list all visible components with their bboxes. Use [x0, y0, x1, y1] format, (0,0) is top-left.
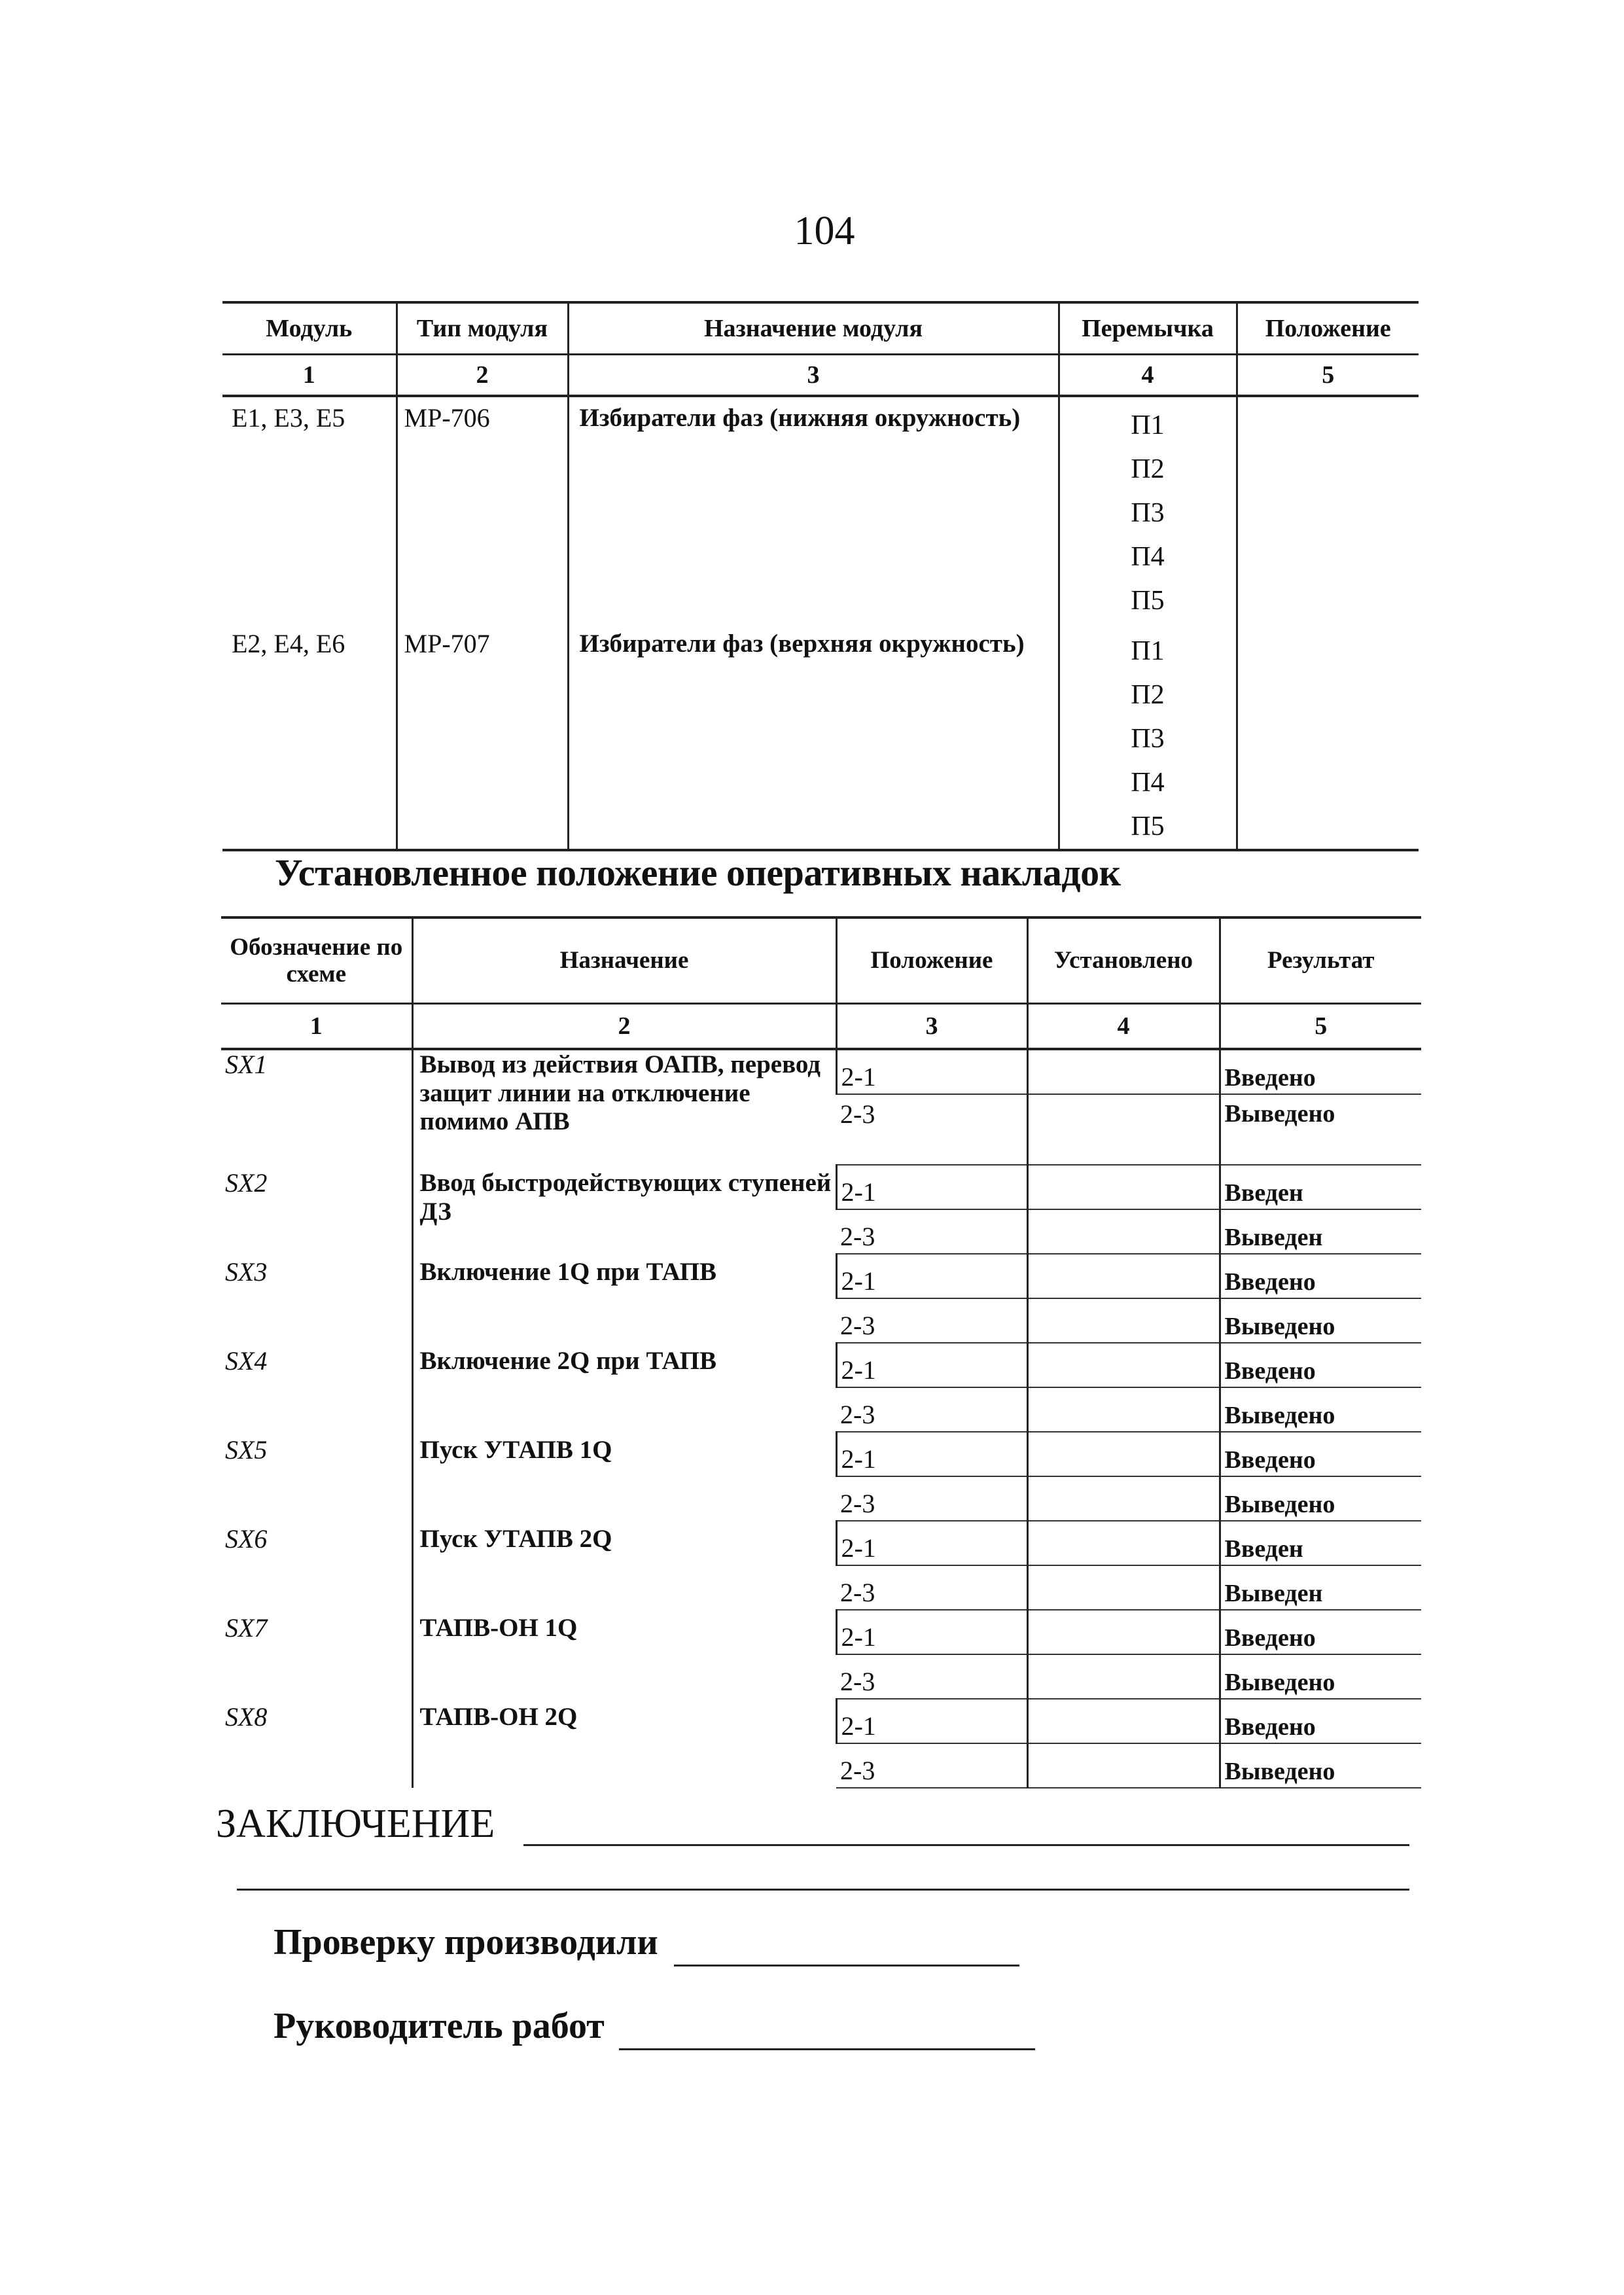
- module-cell: Е1, Е3, Е5: [232, 403, 345, 433]
- position-cell: 2-3: [836, 1387, 1027, 1432]
- module-type-cell: МР-707: [397, 623, 568, 850]
- installed-cell: [1027, 1387, 1220, 1432]
- header-jumper: Перемычка: [1059, 302, 1237, 355]
- header-module: Модуль: [222, 302, 397, 355]
- result-cell: Выведен: [1220, 1565, 1421, 1610]
- installed-cell: [1027, 1432, 1220, 1476]
- jumper-item: П1: [1131, 410, 1165, 440]
- jumper-item: П4: [1131, 768, 1165, 798]
- position-cell: 2-1: [836, 1165, 1027, 1209]
- module-purpose-cell: Избиратели фаз (верхняя окружность): [568, 623, 1059, 850]
- column-number: 5: [1220, 1004, 1421, 1050]
- result-cell: Введено: [1220, 1699, 1421, 1743]
- supervisor-signature-line[interactable]: [619, 2048, 1035, 2050]
- result-cell: Выведено: [1220, 1654, 1421, 1699]
- table-row: [221, 1049, 1421, 1094]
- module-purpose-cell: Избиратели фаз (нижняя окружность): [568, 396, 1059, 623]
- column-number: 1: [222, 355, 397, 397]
- page-number: 104: [794, 209, 855, 253]
- section-title: Установленное положение оперативных накладок: [275, 851, 1121, 894]
- installed-cell: [1027, 1521, 1220, 1565]
- table-row: [221, 1610, 1421, 1654]
- installed-cell: [1027, 1254, 1220, 1298]
- table-row: [221, 1432, 1421, 1476]
- position-cell: 2-1: [836, 1521, 1027, 1565]
- table-row: [221, 1343, 1421, 1387]
- checked-by-signature-line[interactable]: [674, 1965, 1019, 1966]
- purpose-cell: Вывод из действия ОАПВ, перевод защит линии на отключение помимо АПВ: [412, 1049, 836, 1165]
- installed-cell: [1027, 1094, 1220, 1165]
- jumper-item: П2: [1131, 680, 1165, 710]
- position-cell: 2-1: [836, 1432, 1027, 1476]
- position-cell: 2-1: [836, 1343, 1027, 1387]
- installed-cell: [1027, 1654, 1220, 1699]
- column-number: 4: [1027, 1004, 1220, 1050]
- result-cell: Введено: [1220, 1254, 1421, 1298]
- table-row: [221, 1165, 1421, 1209]
- installed-cell: [1027, 1476, 1220, 1521]
- installed-cell: [1027, 1209, 1220, 1254]
- module-table-column-numbers: [222, 355, 1419, 397]
- purpose-cell: ТАПВ-ОН 1Q: [412, 1610, 836, 1699]
- module-group-row: [222, 396, 1419, 623]
- installed-cell: [1027, 1165, 1220, 1209]
- result-cell: Выведено: [1220, 1298, 1421, 1343]
- position-cell: 2-3: [836, 1476, 1027, 1521]
- header-designation: Обозначение по схеме: [221, 917, 412, 1004]
- purpose-cell: Пуск УТАПВ 2Q: [412, 1521, 836, 1610]
- designation-cell: SX4: [225, 1346, 268, 1376]
- column-number: 2: [397, 355, 568, 397]
- column-number: 3: [836, 1004, 1027, 1050]
- jumper-cell: [1059, 396, 1237, 623]
- installed-cell: [1027, 1565, 1220, 1610]
- purpose-cell: Включение 1Q при ТАПВ: [412, 1254, 836, 1343]
- position-cell: 2-3: [836, 1654, 1027, 1699]
- purpose-cell: Включение 2Q при ТАПВ: [412, 1343, 836, 1432]
- jumper-item: П5: [1131, 811, 1165, 842]
- header-installed: Установлено: [1027, 917, 1220, 1004]
- header-position: Положение: [1237, 302, 1419, 355]
- result-cell: Введено: [1220, 1432, 1421, 1476]
- jumper-item: П4: [1131, 542, 1165, 572]
- column-number: 5: [1237, 355, 1419, 397]
- jumper-item: П3: [1131, 498, 1165, 528]
- result-cell: Введено: [1220, 1049, 1421, 1094]
- result-cell: Введен: [1220, 1521, 1421, 1565]
- installed-cell: [1027, 1343, 1220, 1387]
- header-module-type: Тип модуля: [397, 302, 568, 355]
- result-cell: Выведен: [1220, 1209, 1421, 1254]
- module-cell: Е2, Е4, Е6: [222, 623, 397, 850]
- position-cell: 2-1: [836, 1610, 1027, 1654]
- table-row: [221, 1521, 1421, 1565]
- result-cell: Введен: [1220, 1165, 1421, 1209]
- table-row: [221, 1699, 1421, 1743]
- jumper-item: П5: [1131, 586, 1165, 616]
- position-cell: 2-3: [836, 1094, 1027, 1165]
- switch-table-header: [221, 917, 1421, 1004]
- conclusion-label: ЗАКЛЮЧЕНИЕ: [216, 1802, 495, 1846]
- position-cell: 2-3: [836, 1209, 1027, 1254]
- jumper-item: П1: [1131, 636, 1165, 666]
- installed-cell: [1027, 1743, 1220, 1788]
- header-position: Положение: [836, 917, 1027, 1004]
- position-cell: 2-3: [836, 1565, 1027, 1610]
- column-number: 4: [1059, 355, 1237, 397]
- designation-cell: SX2: [225, 1168, 268, 1198]
- installed-cell: [1027, 1610, 1220, 1654]
- conclusion-input-line-2[interactable]: [237, 1889, 1409, 1891]
- column-number: 1: [221, 1004, 412, 1050]
- conclusion-input-line[interactable]: [523, 1844, 1409, 1846]
- jumper-item: П2: [1131, 454, 1165, 484]
- header-purpose: Назначение: [412, 917, 836, 1004]
- table-row: [221, 1254, 1421, 1298]
- result-cell: Введено: [1220, 1610, 1421, 1654]
- header-module-purpose: Назначение модуля: [568, 302, 1059, 355]
- designation-cell: SX8: [225, 1702, 268, 1732]
- module-table-header: [222, 302, 1419, 355]
- header-result: Результат: [1220, 917, 1421, 1004]
- switch-position-table: [221, 916, 1421, 1788]
- position-cell: 2-3: [836, 1298, 1027, 1343]
- designation-cell: SX5: [225, 1435, 268, 1465]
- position-cell: [1237, 623, 1419, 850]
- jumper-item: П3: [1131, 724, 1165, 754]
- result-cell: Выведено: [1220, 1387, 1421, 1432]
- installed-cell: [1027, 1699, 1220, 1743]
- module-table: [222, 301, 1419, 851]
- checked-by-label: Проверку производили: [274, 1922, 658, 1963]
- jumper-cell: [1059, 623, 1237, 850]
- column-number: 3: [568, 355, 1059, 397]
- purpose-cell: ТАПВ-ОН 2Q: [412, 1699, 836, 1788]
- designation-cell: SX6: [225, 1524, 268, 1554]
- position-cell: 2-1: [836, 1049, 1027, 1094]
- result-cell: Выведено: [1220, 1743, 1421, 1788]
- position-cell: 2-1: [836, 1254, 1027, 1298]
- designation-cell: SX1: [225, 1050, 268, 1079]
- position-cell: 2-3: [836, 1743, 1027, 1788]
- column-number: 2: [412, 1004, 836, 1050]
- purpose-cell: Пуск УТАПВ 1Q: [412, 1432, 836, 1521]
- result-cell: Выведено: [1220, 1476, 1421, 1521]
- switch-table-column-numbers: [221, 1004, 1421, 1050]
- module-type-cell: МР-706: [397, 396, 568, 623]
- position-cell: [1237, 396, 1419, 623]
- installed-cell: [1027, 1298, 1220, 1343]
- purpose-cell: Ввод быстродействующих ступеней ДЗ: [412, 1165, 836, 1254]
- designation-cell: SX7: [225, 1613, 268, 1643]
- result-cell: Выведено: [1220, 1094, 1421, 1165]
- designation-cell: SX3: [225, 1257, 268, 1287]
- position-cell: 2-1: [836, 1699, 1027, 1743]
- installed-cell: [1027, 1049, 1220, 1094]
- supervisor-label: Руководитель работ: [274, 2006, 605, 2046]
- result-cell: Введено: [1220, 1343, 1421, 1387]
- module-group-row: [222, 623, 1419, 850]
